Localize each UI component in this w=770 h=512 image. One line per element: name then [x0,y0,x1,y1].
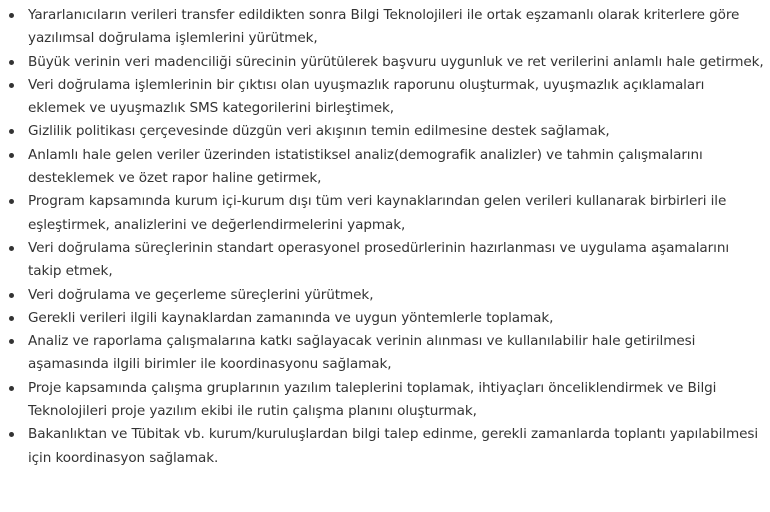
bullet-icon [9,83,14,88]
list-item [0,51,770,74]
list-item [0,284,770,307]
responsibilities-section [0,4,770,470]
list-item-text: Gerekli verileri ilgili kaynaklardan zamanında ve uygun yöntemlerle toplamak, [28,309,554,326]
bullet-icon [9,316,14,321]
list-item [0,144,770,191]
bullet-icon [9,293,14,298]
bullet-icon [9,129,14,134]
list-item-text: Veri doğrulama işlemlerinin bir çıktısı olan uyuşmazlık raporunu oluşturmak, uyuşmazlık açıklamaları eklemek ve uyuşmazlık SMS kategorilerini birleştimek, [28,76,705,117]
list-item [0,190,770,237]
list-item [0,330,770,377]
bullet-icon [9,386,14,391]
list-item-text: Gizlilik politikası çerçevesinde düzgün veri akışının temin edilmesine destek sağlamak, [28,123,610,140]
list-item [0,120,770,143]
list-item-text: Bakanlıktan ve Tübitak vb. kurum/kuruluşlardan bilgi talep edinme, gerekli zamanlarda toplantı yapılabilmesi için koordinasyon sağlamak. [28,426,759,466]
list-item-text: Proje kapsamında çalışma gruplarının yazılım taleplerini toplamak, ihtiyaçları önceliklendirmek ve Bilgi Teknolojileri proje yazılım ekibi ile rutin çalışma planını oluşturmak, [28,379,717,420]
bullet-icon [9,432,14,437]
list-item-text: Veri doğrulama ve geçerleme süreçlerini yürütmek, [28,286,374,303]
bullet-icon [9,60,14,65]
bullet-icon [9,246,14,251]
bullet-icon [9,153,14,158]
list-item [0,307,770,330]
bullet-icon [9,199,14,204]
list-item [0,74,770,121]
list-item-text: Anlamlı hale gelen veriler üzerinden istatistiksel analiz(demografik analizler) ve tahmin çalışmalarını desteklemek ve özet rapor haline getirmek, [28,146,703,187]
list-item [0,237,770,284]
list-item-text: Analiz ve raporlama çalışmalarına katkı sağlayacak verinin alınması ve kullanılabilir hale getirilmesi aşamasında ilgili birimler ile koordinasyonu sağlamak, [28,333,696,373]
list-item [0,423,770,470]
list-item-text: Veri doğrulama süreçlerinin standart operasyonel prosedürlerinin hazırlanması ve uygulama aşamalarını takip etmek, [28,239,730,280]
list-item [0,377,770,424]
list-item-text: Program kapsamında kurum içi-kurum dışı tüm veri kaynaklarından gelen verileri kullanarak birbirleri ile eşleştirmek, analizlerini ve değerlendirmelerini yapmak, [28,193,727,233]
list-item-text: Yararlanıcıların verileri transfer edildikten sonra Bilgi Teknolojileri ile ortak eşzamanlı olarak kriterlere göre yazılımsal doğrulama işlemlerini yürütmek, [28,7,740,47]
list-item-text: Büyük verinin veri madenciliği sürecinin yürütülerek başvuru uygunluk ve ret verilerini anlamlı hale getirmek, [28,53,764,70]
list-item [0,4,770,51]
bullet-icon [9,13,14,18]
bullet-icon [9,339,14,344]
responsibilities-list [0,4,770,470]
